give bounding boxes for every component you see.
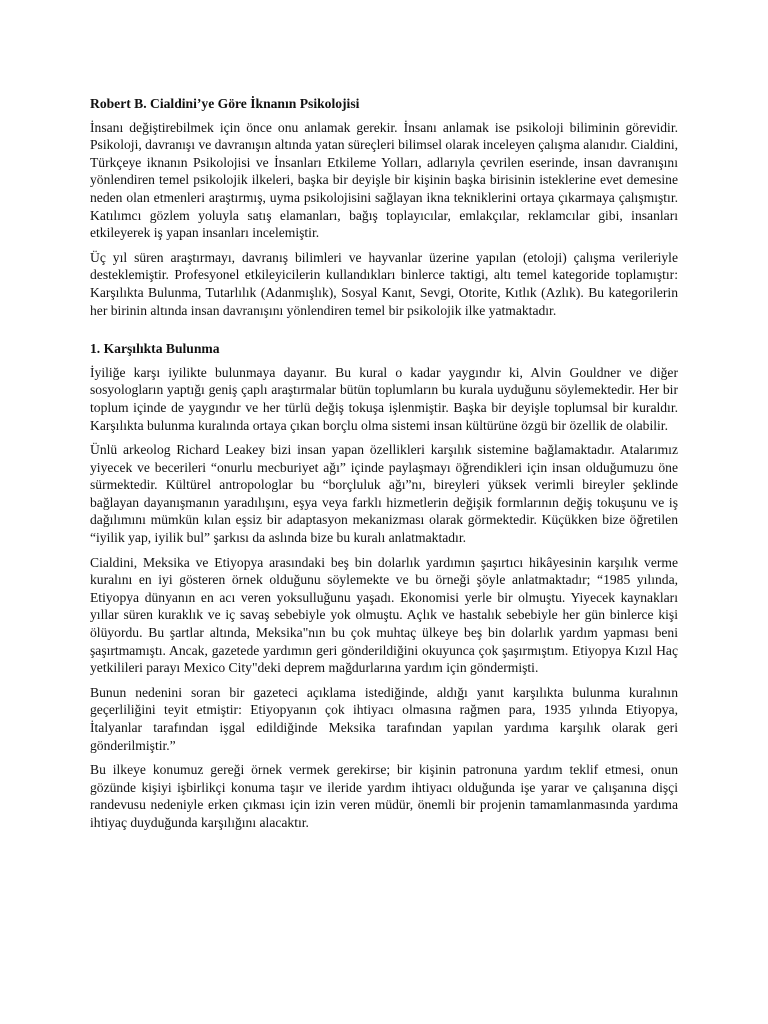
document-title: Robert B. Cialdini’ye Göre İknanın Psikolojisi — [90, 96, 360, 111]
section-paragraph-3: Cialdini, Meksika ve Etiyopya arasındaki beş bin dolarlık yardımın şaşırtıcı hikâyesinin karşılık verme kuralını en iyi gösteren örnek olduğunu söylemekte ve bu örneği şöyle anlatmaktadır; “1985 yılında, Etiyopya dünyanın en acı veren yoksulluğunu yaşadı. Ekonomisi yerle bir olmuştu. Yiyecek kaynakları yıllar süren kuraklık ve iç savaş sebebiyle yok olmuştu. Açlık ve hastalık sebebiyle her gün binlerce kişi ölüyordu. Bu şartlar altında, Meksika"nın bu çok muhtaç ülkeye beş bin dolarlık yardım yapması beni şaşırtmamıştı. Ancak, gazetede yardımın geri gönderildiğini okuyunca çok şaşırmıştım. Etiyopya Kızıl Haç yetkilileri parayı Mexico City"deki deprem mağdurlarına yardım için göndermişti. — [90, 554, 678, 676]
intro-paragraph-1: İnsanı değiştirebilmek için önce onu anlamak gerekir. İnsanı anlamak ise psikoloji biliminin görevidir. Psikoloji, davranışı ve davranışın altında yatan süreçleri bilimsel olarak inceleyen çalışma alanıdır. Cialdini, Türkçeye iknanın Psikolojisi ve İnsanları Etkileme Yolları, adlarıyla çevrilen eserinde, insan davranışını yönlendiren temel psikolojik ilkeleri, başka bir deyişle bir kişinin başka birisinin isteklerine evet demesine neden olan etmenleri araştırmış, uyma psikolojisini sağlayan ikna tekniklerini ortaya çıkarmaya çalışmıştır. Katılımcı gözlem yoluyla satış elamanları, bağış toplayıcılar, emlakçılar, reklamcılar gibi, insanları etkileyerek iş yapan insanları incelemiştir. — [90, 119, 678, 241]
intro-paragraph-2: Üç yıl süren araştırmayı, davranış bilimleri ve hayvanlar üzerine yapılan (etoloji) çalışma verileriyle desteklemiştir. Profesyonel etkileyicilerin kullandıkları binlerce taktigi, altı temel kategoride toplamıştır: Karşılıkta Bulunma, Tutarlılık (Adanmışlık), Sosyal Kanıt, Sevgi, Otorite, Kıtlık (Azlık). Bu kategorilerin her birinin altında insan davranışını yönlendiren temel bir psikolojik ilke yatmaktadır. — [90, 249, 678, 318]
section-paragraph-2: Ünlü arkeolog Richard Leakey bizi insan yapan özellikleri karşılık sistemine bağlamaktadır. Atalarımız yiyecek ve becerileri “onurlu mecburiyet ağı” içinde paylaşmayı öğrendikleri için insan olduğumuzu öne sürmektedir. Kültürel antropologlar bu “borçluluk ağı”nı, bireyleri yüksek verimli bireyler şeklinde bağlayan dayanışmanın yaradılışını, eşya veya farklı hizmetlerin değişik formlarının değiş tokuşunu ve iş dağılımını mümkün kılan eşsiz bir adaptasyon mekanizması olarak görmektedir. Küçükken bize öğretilen “iyilik yap, iyilik bul” şarkısı da aslında bize bu kuralı anlatmaktadır. — [90, 442, 678, 546]
section-paragraph-5: Bu ilkeye konumuz gereği örnek vermek gerekirse; bir kişinin patronuna yardım teklif etmesi, onun gözünde kişiyi işbirlikçi konuma taşır ve ileride yardım ihtiyacı olduğunda işe yarar ve çalışanına dişçi randevusu nedeniyle erken çıkması için izin veren müdür, önemli bir projenin tamamlanmasında yardıma ihtiyaç duyduğunda karşılığını alacaktır. — [90, 762, 678, 830]
section-paragraph-1: İyiliğe karşı iyilikte bulunmaya dayanır. Bu kural o kadar yaygındır ki, Alvin Gouldner ve diğer sosyologların yaptığı geniş çaplı araştırmalar bütün toplumların bu kurala uyduğunu söylemektedir. Her bir toplum içinde de yaygındır ve her türlü değiş tokuşa işlenmiştir. Başka bir deyişle toplumsal bir kuraldır. Karşılıkta bulunma kuralında ortaya çıkan borçlu olma sistemi insan kültürüne özgü bir özellik de olabilir. — [90, 364, 678, 433]
section-heading-karsilikta-bulunma: 1. Karşılıkta Bulunma — [90, 341, 220, 357]
section-paragraph-4: Bunun nedenini soran bir gazeteci açıklama istediğinde, aldığı yanıt karşılıkta bulunma kuralının geçerliliğini teyit etmiştir: Etiyopyanın çok ihtiyacı olmasına rağmen para, 1935 yılında Etiyopya, İtalyanlar tarafından işgal edildiğinde Meksika tarafından yapılan yardıma karşılık olarak geri gönderilmiştir.” — [90, 684, 678, 753]
document-page — [90, 95, 678, 839]
